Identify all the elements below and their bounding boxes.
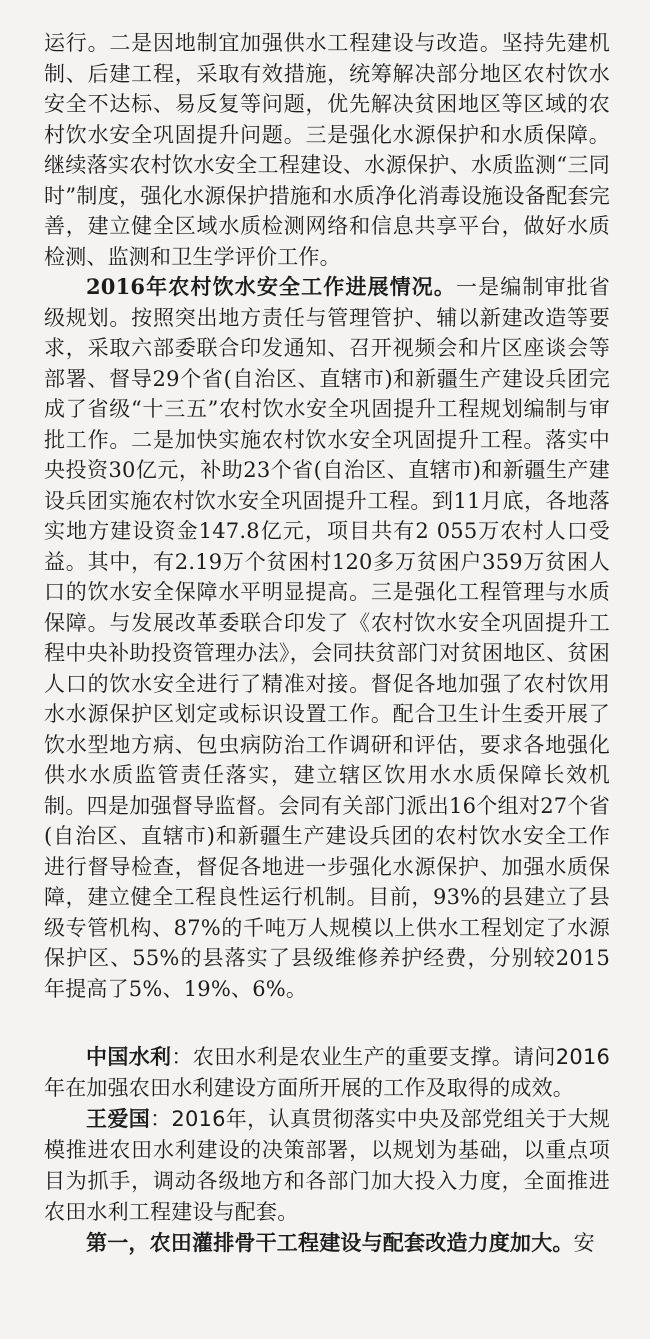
point-one-heading: 第一，农田灌排骨干工程建设与配套改造力度加大。 (86, 1231, 574, 1255)
question-speaker: 中国水利 (86, 1045, 172, 1069)
answer-text: ：2016年，认真贯彻落实中央及部党组关于大规模推进农田水利建设的决策部署，以规划为基础，以重点项目为抓手，调动各级地方和各部门加大投入力度，全面推进农田水利工程建设与配套。 (44, 1107, 610, 1224)
paragraph-intro: 运行。二是因地制宜加强供水工程建设与改造。坚持先建机制、后建工程，采取有效措施，统筹解决部分地区农村饮水安全不达标、易反复等问题，优先解决贫困地区等区域的农村饮水安全巩固提升问题。三是强化水源保护和水质保障。继续落实农村饮水安全工程建设、水源保护、水质监测“三同时”制度，强化水源保护措施和水质净化消毒设施设备配套完善，建立健全区域水质检测网络和信息共享平台，做好水质检测、监测和卫生学评价工作。 (44, 31, 610, 269)
answer-point-one (44, 1228, 610, 1259)
section-heading: 2016年农村饮水安全工作进展情况。 (86, 274, 457, 299)
paragraph-progress-2016 (44, 272, 610, 1004)
point-one-body: 安 (573, 1231, 595, 1255)
answer-speaker: 王爱国 (86, 1107, 151, 1131)
section-gap (44, 1004, 610, 1042)
paragraph-progress-body: 一是编制审批省级规划。按照突出地方责任与管理管护、辅以新建改造等要求，采取六部委联合印发通知、召开视频会和片区座谈会等部署、督导29个省(自治区、直辖市)和新疆生产建设兵团完成了省级“十三五”农村饮水安全巩固提升工程规划编制与审批工作。二是加快实施农村饮水安全巩固提升工程。落实中央投资30亿元，补助23个省(自治区、直辖市)和新疆生产建设兵团实施农村饮水安全巩固提升工程。到11月底，各地落实地方建设资金147.8亿元，项目共有2 055万农村人口受益。其中，有2.19万个贫困村120多万贫困户359万贫困人口的饮水安全保障水平明显提高。三是强化工程管理与水质保障。与发展改革委联合印发了《农村饮水安全巩固提升工程中央补助投资管理办法》，会同扶贫部门对贫困地区、贫困人口的饮水安全进行了精准对接。督促各地加强了农村饮用水水源保护区划定或标识设置工作。配合卫生计生委开展了饮水型地方病、包虫病防治工作调研和评估，要求各地强化供水水质监管责任落实，建立辖区饮用水水质保障长效机制。四是加强督导监督。会同有关部门派出16个组对27个省(自治区、直辖市)和新疆生产建设兵团的农村饮水安全工作进行督导检查，督促各地进一步强化水源保护、加强水质保障，建立健全工程良性运行机制。目前，93%的县建立了县级专管机构、87%的千吨万人规模以上供水工程划定了水源保护区、55%的县落实了县级维修养护经费，分别较2015年提高了5%、19%、6%。 (44, 275, 610, 1001)
answer-paragraph (44, 1104, 610, 1228)
question-paragraph (44, 1042, 610, 1104)
question-text: ：农田水利是农业生产的重要支撑。请问2016年在加强农田水利建设方面所开展的工作及取得的成效。 (44, 1045, 610, 1100)
